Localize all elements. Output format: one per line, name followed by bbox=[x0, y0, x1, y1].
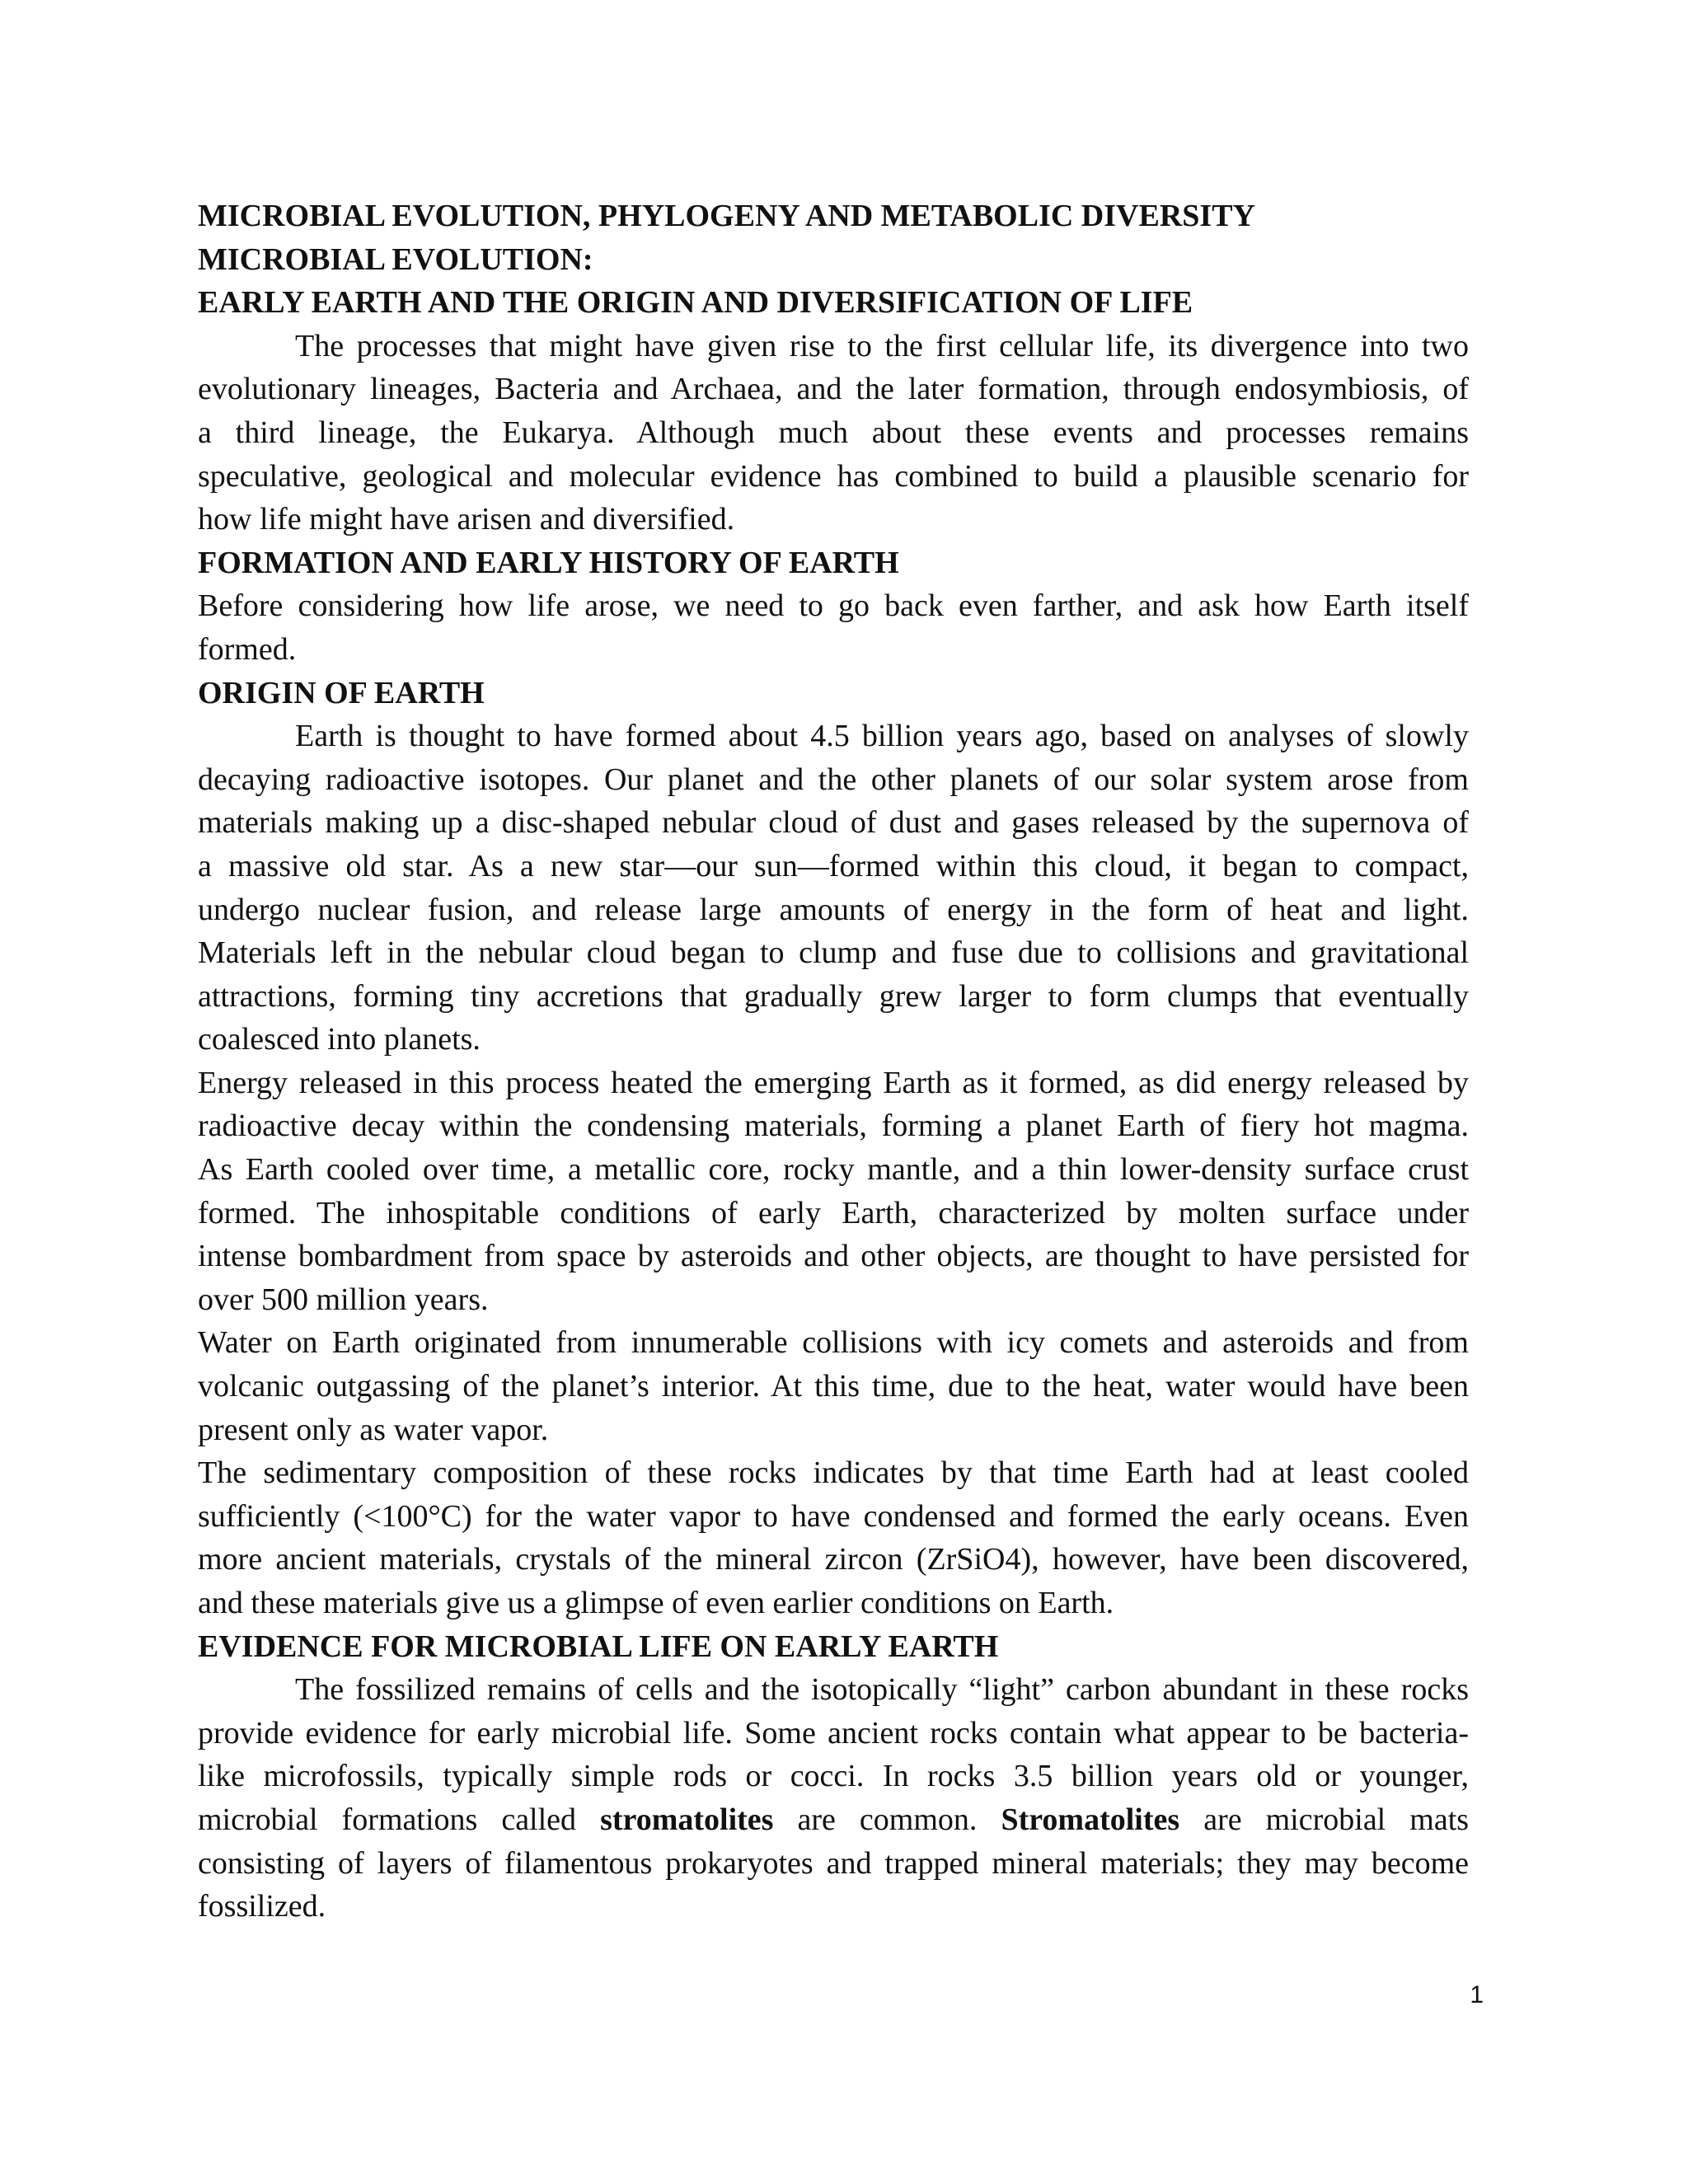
origin-line: more ancient materials, crystals of the mineral zircon (ZrSiO4), however, have been discovered, bbox=[198, 1542, 1469, 1577]
evidence-line: consisting of layers of filamentous prokaryotes and trapped mineral materials; they may become bbox=[198, 1845, 1469, 1881]
evidence-line: provide evidence for early microbial life. Some ancient rocks contain what appear to be bacteria- bbox=[198, 1715, 1469, 1750]
origin-line: volcanic outgassing of the planet’s interior. At this time, due to the heat, water would have been bbox=[198, 1369, 1469, 1404]
term-stromatolites: stromatolites bbox=[600, 1802, 774, 1837]
formation-line: formed. bbox=[198, 631, 297, 667]
origin-line: Water on Earth originated from innumerable collisions with icy comets and asteroids and from bbox=[198, 1325, 1469, 1361]
origin-line: formed. The inhospitable conditions of early Earth, characterized by molten surface under bbox=[198, 1195, 1469, 1230]
origin-line: As Earth cooled over time, a metallic core, rocky mantle, and a thin lower-density surface crust bbox=[198, 1152, 1469, 1188]
origin-line: sufficiently (<100°C) for the water vapor to have condensed and formed the early oceans. Even bbox=[198, 1498, 1469, 1534]
evidence-line: like microfossils, typically simple rods or cocci. In rocks 3.5 billion years old or younger, bbox=[198, 1759, 1469, 1794]
origin-line: The sedimentary composition of these rocks indicates by that time Earth had at least cooled bbox=[198, 1455, 1469, 1491]
origin-line: present only as water vapor. bbox=[198, 1412, 549, 1447]
intro-line: speculative, geological and molecular evidence has combined to build a plausible scenario for bbox=[198, 458, 1469, 494]
origin-line: Materials left in the nebular cloud began to clump and fuse due to collisions and gravitational bbox=[198, 935, 1469, 971]
origin-line: a massive old star. As a new star—our sun—formed within this cloud, it began to compact, bbox=[198, 848, 1469, 883]
formation-line: Before considering how life arose, we need to go back even farther, and ask how Earth itself bbox=[198, 588, 1469, 624]
origin-line: intense bombardment from space by asteroids and other objects, are thought to have persisted for bbox=[198, 1239, 1469, 1274]
section-heading: MICROBIAL EVOLUTION: bbox=[198, 241, 593, 277]
origin-line: Energy released in this process heated the emerging Earth as it formed, as did energy released by bbox=[198, 1065, 1469, 1100]
origin-line: and these materials give us a glimpse of even earlier conditions on Earth. bbox=[198, 1586, 1114, 1620]
subsection-heading: EARLY EARTH AND THE ORIGIN AND DIVERSIFICATION OF LIFE bbox=[198, 285, 1193, 321]
evidence-line: The fossilized remains of cells and the isotopically “light” carbon abundant in these rocks bbox=[295, 1672, 1469, 1708]
origin-line: Earth is thought to have formed about 4.5 billion years ago, based on analyses of slowly bbox=[295, 719, 1469, 754]
evidence-line: fossilized. bbox=[198, 1889, 326, 1924]
intro-line: The processes that might have given rise to the first cellular life, its divergence into two bbox=[295, 328, 1469, 363]
formation-heading: FORMATION AND EARLY HISTORY OF EARTH bbox=[198, 545, 899, 580]
intro-line: a third lineage, the Eukarya. Although much about these events and processes remains bbox=[198, 415, 1469, 450]
evidence-text: are common. bbox=[797, 1802, 978, 1837]
evidence-heading: EVIDENCE FOR MICROBIAL LIFE ON EARLY EARTH bbox=[198, 1629, 999, 1664]
origin-line: attractions, forming tiny accretions that gradually grew larger to form clumps that eventually bbox=[198, 978, 1469, 1014]
origin-line: materials making up a disc-shaped nebular cloud of dust and gases released by the supernova of bbox=[198, 805, 1469, 841]
evidence-text: are microbial mats bbox=[1203, 1802, 1470, 1837]
page-number: 1 bbox=[1470, 1981, 1484, 2008]
origin-line: decaying radioactive isotopes. Our planet and the other planets of our solar system arose from bbox=[198, 762, 1469, 797]
document-title: MICROBIAL EVOLUTION, PHYLOGENY AND METABOLIC DIVERSITY bbox=[198, 199, 1255, 233]
evidence-line bbox=[198, 1798, 1469, 1842]
origin-line: undergo nuclear fusion, and release large amounts of energy in the form of heat and light. bbox=[198, 892, 1469, 927]
term-stromatolites-definition: Stromatolites bbox=[1001, 1802, 1180, 1837]
evidence-text: microbial formations called bbox=[198, 1802, 577, 1837]
origin-heading: ORIGIN OF EARTH bbox=[198, 675, 485, 710]
document-page bbox=[198, 194, 1469, 1929]
intro-line: how life might have arisen and diversified. bbox=[198, 502, 735, 537]
origin-line: radioactive decay within the condensing materials, forming a planet Earth of fiery hot magma. bbox=[198, 1108, 1469, 1144]
origin-line: coalesced into planets. bbox=[198, 1022, 481, 1057]
intro-line: evolutionary lineages, Bacteria and Archaea, and the later formation, through endosymbiosis, of bbox=[198, 372, 1469, 407]
origin-line: over 500 million years. bbox=[198, 1282, 489, 1317]
